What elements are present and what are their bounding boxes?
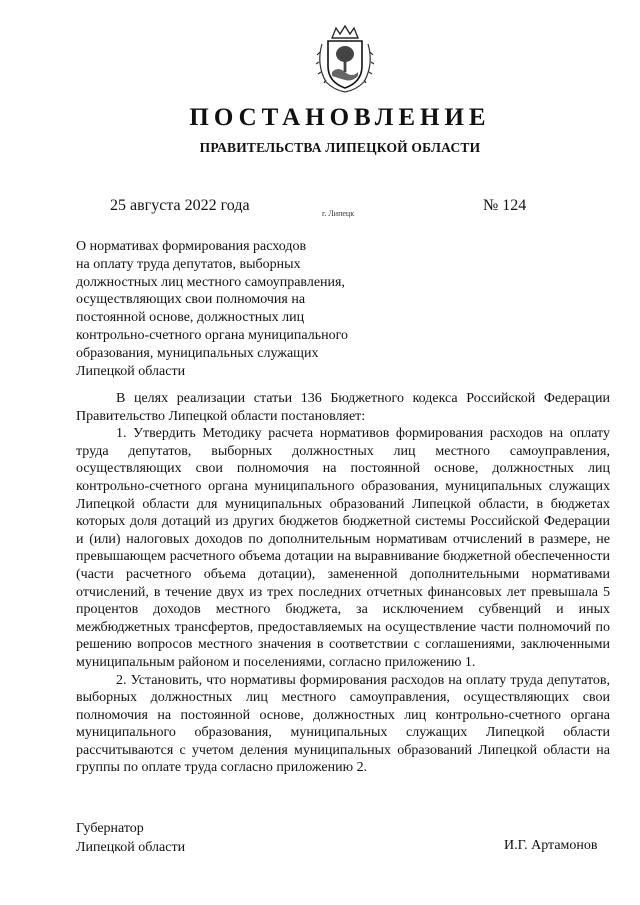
- body-paragraph-item-2: 2. Установить, что нормативы формирования расходов на оплату труда депутатов, выборных должностных лиц местного самоуправления, осуществляющих свои полномочия на постоянной основе, должностных лиц контрольно-счетного органа муниципального образования, муниципальных служащих Липецкой области рассчитываются с учетом деления муниципальных образований Липецкой области на группы по оплате труда согласно приложению 2.: [76, 672, 610, 776]
- signatory-position-line: Губернатор: [76, 821, 144, 836]
- subject-line: осуществляющих свои полномочия на: [76, 292, 306, 308]
- signatory-position-line: Липецкой области: [76, 840, 186, 855]
- document-subject: [76, 238, 376, 380]
- subject-line: О нормативах формирования расходов: [76, 239, 307, 254]
- document-date: 25 августа 2022 года: [110, 197, 250, 214]
- subject-line: Липецкой области: [76, 363, 186, 379]
- body-paragraph-preamble: В целях реализации статьи 136 Бюджетного кодекса Российской Федерации Правительство Липецкой области постановляет:: [76, 391, 610, 424]
- subject-line: должностных лиц местного самоуправления,: [76, 274, 345, 290]
- document-title: ПОСТАНОВЛЕНИЕ: [189, 104, 491, 131]
- signatory-position: [76, 819, 185, 857]
- document-body: [76, 390, 610, 777]
- signatory-name: И.Г. Артамонов: [504, 838, 598, 853]
- issuing-authority: ПРАВИТЕЛЬСТВА ЛИПЕЦКОЙ ОБЛАСТИ: [199, 140, 481, 155]
- subject-line: образования, муниципальных служащих: [76, 345, 319, 361]
- subject-line: постоянной основе, должностных лиц: [76, 310, 305, 326]
- document-place: г. Липецк: [322, 209, 355, 218]
- subject-line: на оплату труда депутатов, выборных: [76, 256, 301, 272]
- body-paragraph-item-1: 1. Утвердить Методику расчета нормативов формирования расходов на оплату труда депутатов, выборных должностных лиц местного самоуправления, осуществляющих свои полномочия на постоянной основе, должностных лиц контрольно-счетного органа муниципального образования, муниципальных служащих Липецкой области для муниципальных образований Липецкой области, в бюджетах которых доля дотаций из других бюджетов бюджетной системы Российской Федерации и (или) налоговых доходов по дополнительным нормативам отчислений в размере, не превышающем расчетного объема дотации на выравнивание бюджетной обеспеченности (части расчетного объема дотации), замененной дополнительными нормативами отчислений, в течение двух из трех последних отчетных финансовых лет превышала 5 процентов доходов местного бюджета, за исключением субвенций и иных межбюджетных трансфертов, предоставляемых на осуществление части полномочий по решению вопросов местного значения в соответствии с соглашениями, заключенными муниципальным районом и поселениями, согласно приложению 1.: [76, 426, 610, 670]
- document-number: № 124: [483, 197, 527, 214]
- subject-line: контрольно-счетного органа муниципального: [76, 327, 348, 343]
- coat-of-arms-emblem: [314, 24, 376, 94]
